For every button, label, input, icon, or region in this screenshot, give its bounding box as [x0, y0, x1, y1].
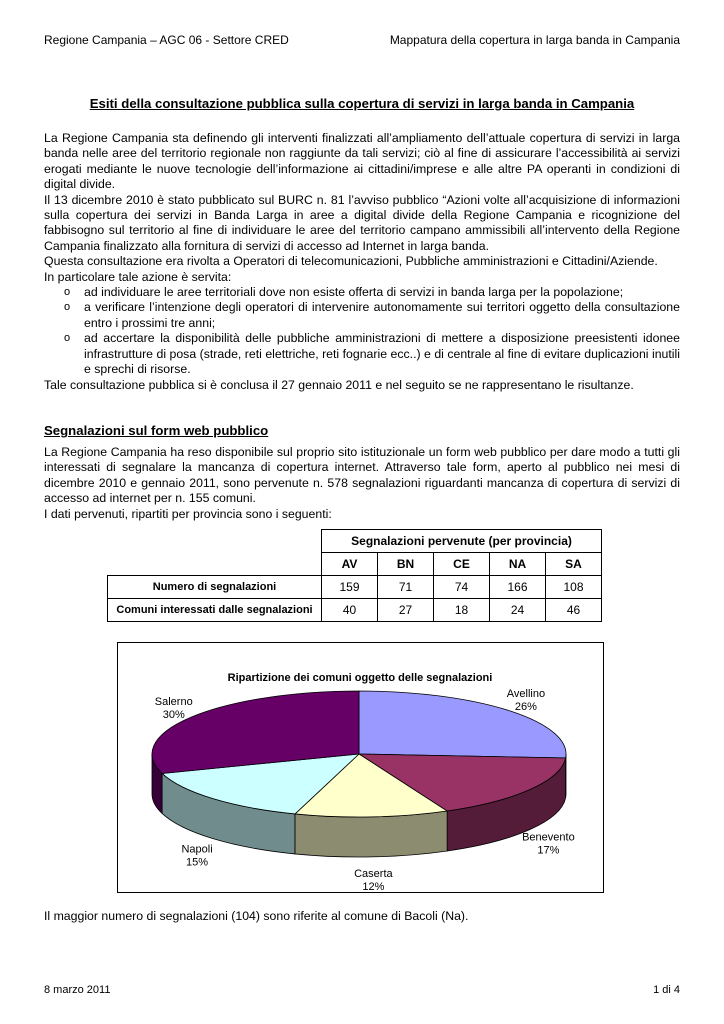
table-cell: 40 [322, 599, 378, 622]
segnalazioni-table [107, 529, 602, 622]
page-footer [44, 984, 680, 996]
table-cell: 46 [546, 599, 602, 622]
footer-date: 8 marzo 2011 [44, 984, 111, 996]
table-cell: 74 [434, 576, 490, 599]
table-title: Segnalazioni pervenute (per provincia) [322, 530, 602, 553]
column-header: CE [434, 553, 490, 576]
intro-paragraph-2: Il 13 dicembre 2010 è stato pubblicato sul BURC n. 81 l’avviso pubblico “Azioni volte all’acquisizione di informazioni sulla copertura dei servizi in Banda Larga in aree a digital divide della Regione Campania e ricognizione del fabbisogno sul territorio al fine di individuare le aree del territorio campano ammissibili all’intervento della Regione Campania finalizzato alla fornitura di servizi di accesso ad Internet in larga banda. [44, 192, 680, 253]
intro-paragraph-5: Tale consultazione pubblica si è conclusa il 27 gennaio 2011 e nel seguito se ne rappresentano le risultanze. [44, 377, 634, 392]
section2-paragraph-2: I dati pervenuti, ripartiti per provincia sono i seguenti: [44, 506, 332, 521]
pie-label-name: Benevento [522, 831, 575, 844]
column-header: NA [490, 553, 546, 576]
pie-label-value: 17% [537, 844, 560, 857]
pie-chart-frame [117, 642, 604, 893]
table-cell: 24 [490, 599, 546, 622]
table-row [108, 599, 602, 622]
column-header: BN [378, 553, 434, 576]
pie-chart [118, 643, 603, 892]
page-header [44, 33, 680, 47]
pie-label-name: Avellino [506, 688, 546, 701]
table-cell: 71 [378, 576, 434, 599]
pie-label-value: 30% [162, 709, 185, 722]
list-item: o a verificare l’intenzione degli operatori di intervenire autonomamente sui territori oggetto della consultazione entro i prossimi tre anni; [44, 300, 680, 331]
section-heading: Segnalazioni sul form web pubblico [44, 423, 269, 438]
intro-section [44, 131, 680, 393]
table-cell: 27 [378, 599, 434, 622]
section2-paragraph-1: La Regione Campania ha reso disponibile sul proprio sito istituzionale un form web pubblico per dare modo a tutti gli interessati di segnalare la mancanza di copertura internet. Attraverso tale form, aperto al pubblico nei mesi di dicembre 2010 e gennaio 2011, sono pervenute n. 578 segnalazioni riguardanti mancanza di copertura di servizi di accesso ad internet per n. 155 comuni. [44, 445, 680, 506]
table-cell: 108 [546, 576, 602, 599]
row-label: Numero di segnalazioni [108, 576, 322, 599]
document-title: Esiti della consultazione pubblica sulla copertura di servizi in larga banda in Campania [89, 96, 635, 111]
intro-paragraph-1: La Regione Campania sta definendo gli interventi finalizzati all’ampliamento dell’attuale copertura di servizi in larga banda nelle aree del territorio regionale non raggiunte da tali servizi; ciò al fine di assicurare l’accessibilità ai servizi erogati mediante le nuove tecnologie dell’informazione ai cittadini/imprese e alle altre PA operanti in condizioni di digital divide. [44, 131, 680, 192]
table-row [108, 576, 602, 599]
pie-label-name: Napoli [181, 843, 213, 856]
column-header: SA [546, 553, 602, 576]
pie-label-value: 26% [514, 701, 537, 714]
pie-label-value: 12% [362, 880, 385, 892]
column-header: AV [322, 553, 378, 576]
table-cell: 159 [322, 576, 378, 599]
pie-label-name: Caserta [354, 867, 393, 880]
header-right: Mappatura della copertura in larga banda in Campania [389, 33, 680, 47]
chart-title: Ripartizione dei comuni oggetto delle segnalazioni [227, 672, 493, 684]
intro-paragraph-4: In particolare tale azione è servita: [44, 269, 232, 284]
closing-paragraph: Il maggior numero di segnalazioni (104) sono riferite al comune di Bacoli (Na). [44, 909, 469, 923]
list-item: o ad accertare la disponibilità delle pubbliche amministrazioni di mettere a disposizione preesistenti idonee infrastrutture di posa (strade, reti elettriche, reti fognarie ecc..) e di centrale al fine di evitare duplicazioni inutili e sprechi di risorse. [44, 331, 680, 377]
row-label: Comuni interessati dalle segnalazioni [108, 599, 322, 622]
intro-paragraph-3: Questa consultazione era rivolta a Operatori di telecomunicazioni, Pubbliche amministrazioni e Cittadini/Aziende. [44, 254, 658, 269]
table-cell: 166 [490, 576, 546, 599]
header-left: Regione Campania – AGC 06 - Settore CRED [44, 33, 289, 47]
list-item: o ad individuare le aree territoriali dove non esiste offerta di servizi in banda larga per la popolazione; [44, 285, 680, 300]
objectives-list [44, 285, 680, 377]
page-number: 1 di 4 [653, 984, 680, 996]
pie-label-name: Salerno [154, 696, 193, 709]
table-cell: 18 [434, 599, 490, 622]
pie-slice-side-caserta [295, 811, 447, 857]
section2-body [44, 445, 680, 522]
pie-label-value: 15% [186, 856, 209, 869]
